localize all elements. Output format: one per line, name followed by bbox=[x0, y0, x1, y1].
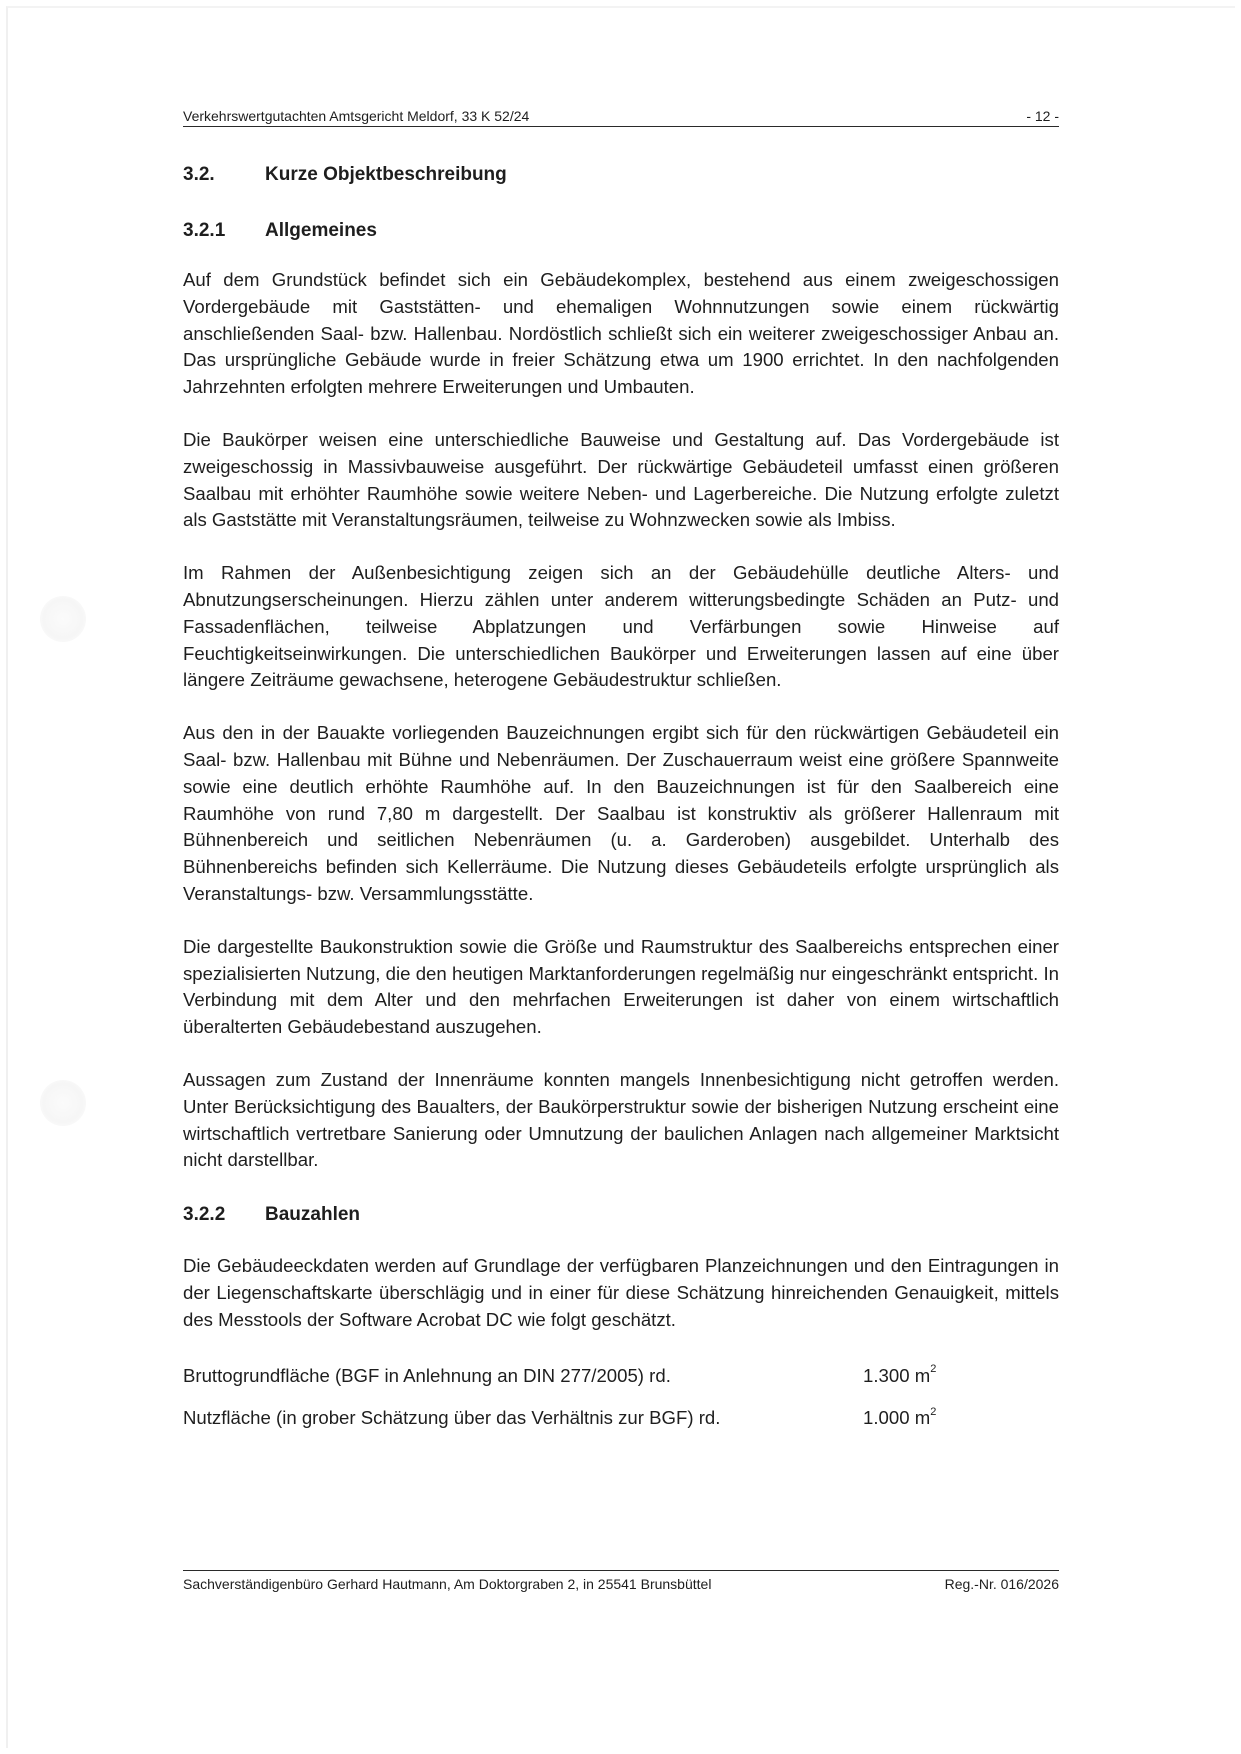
paragraph: Die Baukörper weisen eine unterschiedliche Bauweise und Gestaltung auf. Das Vordergebäude ist zweigeschossig in Massivbauweise ausgeführt. Der rückwärtige Gebäudeteil umfasst einen größeren Saalbau mit erhöhter Raumhöhe sowie weitere Neben- und Lagerbereiche. Die Nutzung erfolgte zuletzt als Gaststätte mit Veranstaltungsräumen, teilweise zu Wohnzwecken sowie als Imbiss. bbox=[183, 428, 1059, 531]
area-row-bgf bbox=[183, 1363, 1059, 1390]
section-title: Allgemeines bbox=[265, 220, 377, 241]
page-number: - 12 - bbox=[1026, 108, 1059, 124]
section-number: 3.2.1 bbox=[183, 220, 226, 241]
paragraph: Aus den in der Bauakte vorliegenden Bauzeichnungen ergibt sich für den rückwärtigen Gebäudeteil ein Saal- bzw. Hallenbau mit Bühne und Nebenräumen. Der Zuschauerraum weist eine größere Spannweite sowie eine deutlich erhöhte Raumhöhe auf. In den Bauzeichnungen ist für den Saalbereich eine Raumhöhe von rund 7,80 m dargestellt. Der Saalbau ist konstruktiv als größerer Hallenraum mit Bühnenbereich und seitlichen Nebenräumen (u. a. Garderoben) ausgebildet. Unterhalb des Bühnenbereichs befinden sich Kellerräume. Die Nutzung dieses Gebäudeteils erfolgte ursprünglich als Veranstaltungs- bzw. Versammlungsstätte. bbox=[183, 722, 1059, 904]
section-heading-3-2 bbox=[183, 162, 1059, 188]
area-value: 1.300 $m^2$ bbox=[863, 1363, 937, 1386]
area-row-nutzflaeche bbox=[183, 1405, 1059, 1432]
section-heading-3-2-1 bbox=[183, 218, 1059, 244]
paragraph: Die Gebäudeeckdaten werden auf Grundlage der verfügbaren Planzeichnungen und den Eintragungen in der Liegenschaftskarte überschlägig und in einer für diese Schätzung hinreichenden Genauigkeit, mittels des Messtools der Software Acrobat DC wie folgt geschätzt. bbox=[183, 1255, 1059, 1330]
punch-hole-mark bbox=[40, 1080, 86, 1126]
area-label: Bruttogrundfläche (BGF in Anlehnung an DIN 277/2005) rd. bbox=[183, 1364, 671, 1386]
page-footer bbox=[183, 1570, 1059, 1592]
header-document-title: Verkehrswertgutachten Amtsgericht Meldorf, 33 K 52/24 bbox=[183, 108, 530, 124]
section-number: 3.2.2 bbox=[183, 1204, 226, 1226]
punch-hole-mark bbox=[40, 596, 86, 642]
area-label: Nutzfläche (in grober Schätzung über das Verhältnis zur BGF) rd. bbox=[183, 1407, 721, 1429]
paragraph: Auf dem Grundstück befindet sich ein Gebäudekomplex, bestehend aus einem zweigeschossigen Vordergebäude mit Gaststätten- und ehemaligen Wohnnutzungen sowie einem rückwärtig anschließenden Saal- bzw. Hallenbau. Nordöstlich schließt sich ein weiterer zweigeschossiger Anbau an. Das ursprüngliche Gebäude wurde in freier Schätzung etwa um 1900 errichtet. In den nachfolgenden Jahrzehnten erfolgten mehrere Erweiterungen und Umbauten. bbox=[183, 269, 1059, 398]
section-number: 3.2. bbox=[183, 164, 215, 185]
page-body bbox=[183, 162, 1059, 1432]
page-header bbox=[183, 106, 1059, 127]
footer-registration-number: Reg.-Nr. 016/2026 bbox=[944, 1576, 1059, 1592]
paragraph: Im Rahmen der Außenbesichtigung zeigen sich an der Gebäudehülle deutliche Alters- und Abnutzungserscheinungen. Hierzu zählen unter anderem witterungsbedingte Schäden an Putz- und Fassadenflächen, teilweise Abplatzungen und Verfärbungen sowie Hinweise auf Feuchtigkeitseinwirkungen. Die unterschiedlichen Baukörper und Erweiterungen lassen auf eine über längere Zeiträume gewachsene, heterogene Gebäudestruktur schließen. bbox=[183, 562, 1059, 691]
section-title: Kurze Objektbeschreibung bbox=[265, 164, 507, 185]
footer-office-address: Sachverständigenbüro Gerhard Hautmann, Am Doktorgraben 2, in 25541 Brunsbüttel bbox=[183, 1576, 712, 1592]
paragraph: Die dargestellte Baukonstruktion sowie die Größe und Raumstruktur des Saalbereichs entsprechen einer spezialisierten Nutzung, die den heutigen Marktanforderungen regelmäßig nur eingeschränkt entspricht. In Verbindung mit dem Alter und den mehrfachen Erweiterungen ist daher von einem wirtschaftlich überalterten Gebäudebestand auszugehen. bbox=[183, 935, 1059, 1038]
section-heading-3-2-2 bbox=[183, 1202, 1059, 1228]
section-title: Bauzahlen bbox=[265, 1204, 361, 1226]
area-value: 1.000 $m^2$ bbox=[863, 1406, 937, 1429]
paragraph: Aussagen zum Zustand der Innenräume konnten mangels Innenbesichtigung nicht getroffen werden. Unter Berücksichtigung des Baualters, der Baukörperstruktur sowie der bisherigen Nutzung erscheint eine wirtschaftlich vertretbare Sanierung oder Umnutzung der baulichen Anlagen nach allgemeiner Marktsicht nicht darstellbar. bbox=[183, 1068, 1059, 1171]
